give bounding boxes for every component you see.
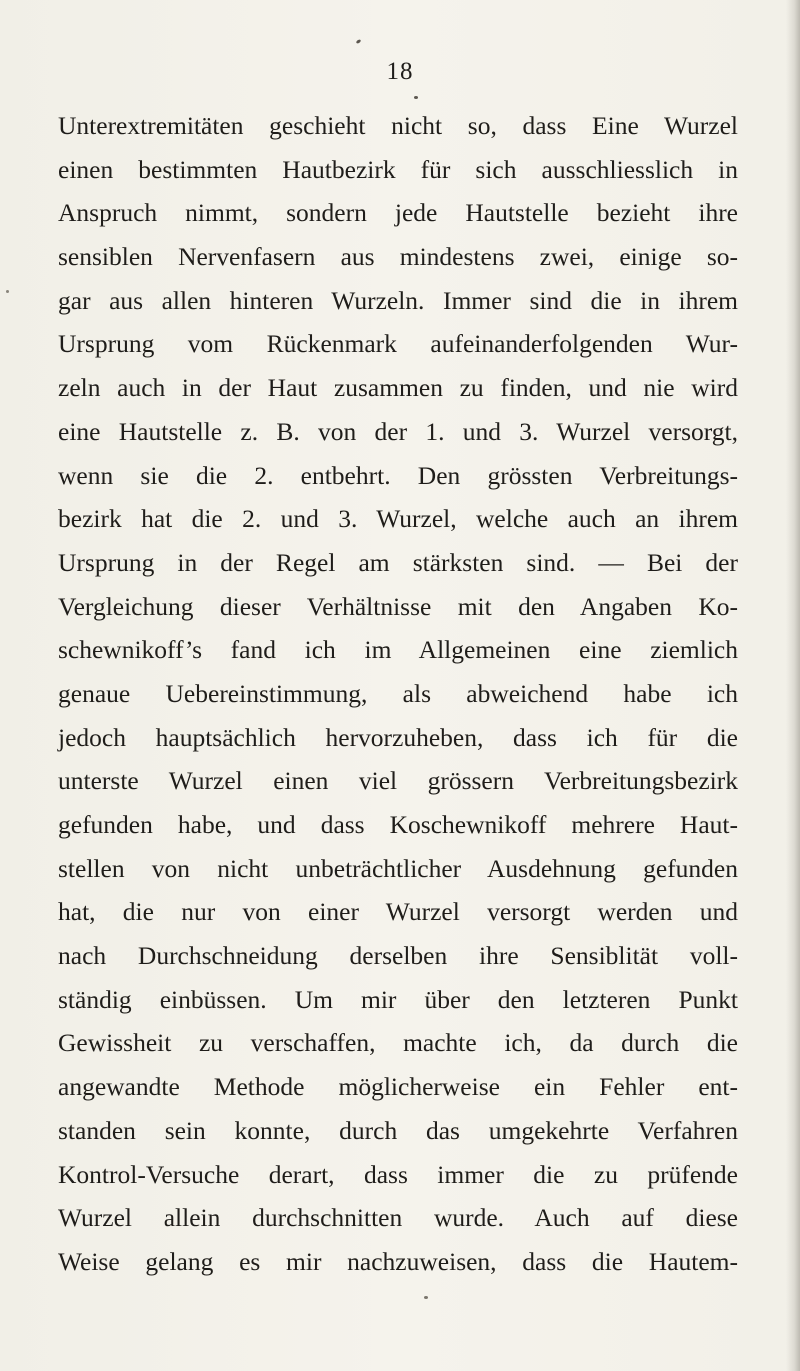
paper-speck	[356, 39, 362, 44]
body-text	[58, 104, 738, 1284]
paper-speck	[424, 1296, 428, 1299]
text-line: wenn sie die 2. entbehrt. Den grössten Verbreitungs-	[58, 460, 738, 490]
text-line: hat, die nur von einer Wurzel versorgt werden und	[58, 897, 738, 927]
text-line: unterste Wurzel einen viel grössern Verbreitungsbezirk	[58, 766, 738, 796]
text-line: Wurzel allein durchschnitten wurde. Auch auf diese	[58, 1203, 738, 1233]
text-line: genaue Uebereinstimmung, als abweichend habe ich	[58, 678, 738, 708]
text-line: einen bestimmten Hautbezirk für sich ausschliesslich in	[58, 154, 738, 184]
paper-speck	[6, 290, 9, 293]
page-number: 18	[386, 58, 414, 85]
text-line: ständig einbüssen. Um mir über den letzteren Punkt	[58, 984, 738, 1014]
text-line: eine Hautstelle z. B. von der 1. und 3. Wurzel versorgt,	[58, 416, 738, 446]
text-line: Ursprung in der Regel am stärksten sind. — Bei der	[58, 547, 738, 577]
text-line: stellen von nicht unbeträchtlicher Ausdehnung gefunden	[58, 853, 738, 883]
text-line: Anspruch nimmt, sondern jede Hautstelle bezieht ihre	[58, 198, 738, 228]
text-line: Ursprung vom Rückenmark aufeinanderfolgenden Wur-	[58, 329, 738, 359]
text-line: Weise gelang es mir nachzuweisen, dass die Hautem-	[58, 1246, 738, 1276]
text-line: jedoch hauptsächlich hervorzuheben, dass ich für die	[58, 722, 738, 752]
text-line: nach Durchschneidung derselben ihre Sensiblität voll-	[58, 941, 738, 971]
text-line: Vergleichung dieser Verhältnisse mit den Angaben Ko-	[58, 591, 738, 621]
text-line: angewandte Methode möglicherweise ein Fehler ent-	[58, 1072, 738, 1102]
text-line: gar aus allen hinteren Wurzeln. Immer sind die in ihrem	[58, 285, 738, 315]
text-line: schewnikoff’s fand ich im Allgemeinen eine ziemlich	[58, 635, 738, 665]
text-line: Unterextremitäten geschieht nicht so, dass Eine Wurzel	[58, 111, 738, 140]
text-line: Kontrol-Versuche derart, dass immer die zu prüfende	[58, 1159, 738, 1189]
text-line: standen sein konnte, durch das umgekehrte Verfahren	[58, 1115, 738, 1145]
text-line: gefunden habe, und dass Koschewnikoff mehrere Haut-	[58, 810, 738, 839]
paper-speck	[414, 96, 418, 99]
text-line: sensiblen Nervenfasern aus mindestens zwei, einige so-	[58, 242, 738, 272]
text-line: bezirk hat die 2. und 3. Wurzel, welche auch an ihrem	[58, 504, 738, 534]
page-edge-shadow	[786, 0, 800, 1371]
text-line: zeln auch in der Haut zusammen zu finden, und nie wird	[58, 373, 738, 403]
text-line: Gewissheit zu verschaffen, machte ich, da durch die	[58, 1028, 738, 1058]
